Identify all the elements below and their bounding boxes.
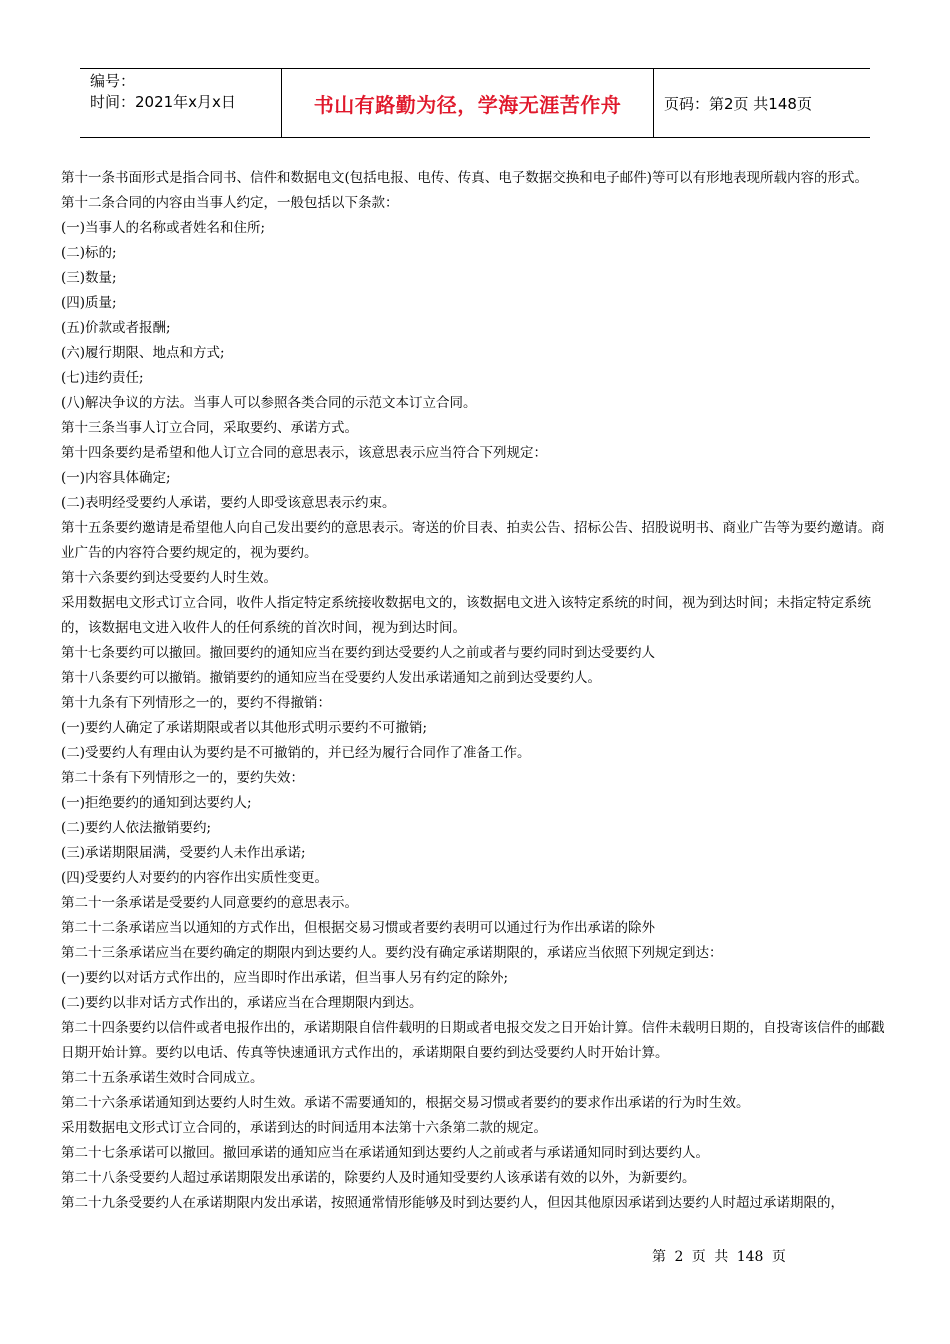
paragraph: (一)当事人的名称或者姓名和住所; <box>61 220 266 236</box>
page-footer: 第 2 页 共 148 页 <box>652 1249 786 1265</box>
paragraph: 第十七条要约可以撤回。撤回要约的通知应当在要约到达受要约人之前或者与要约同时到达受要约人 <box>61 645 655 661</box>
paragraph: 第二十二条承诺应当以通知的方式作出，但根据交易习惯或者要约表明可以通过行为作出承诺的除外 <box>61 920 655 936</box>
paragraph: 第十五条要约邀请是希望他人向自己发出要约的意思表示。寄送的价目表、拍卖公告、招标公告、招股说明书、商业广告等为要约邀请。商业广告的内容符合要约规定的，视为要约。 <box>61 520 885 561</box>
page-header <box>80 68 870 138</box>
paragraph: 第十四条要约是希望和他人订立合同的意思表示，该意思表示应当符合下列规定： <box>61 445 547 461</box>
paragraph: 采用数据电文形式订立合同的，承诺到达的时间适用本法第十六条第二款的规定。 <box>61 1120 547 1136</box>
header-left-cell <box>80 69 282 137</box>
paragraph: 第二十四条要约以信件或者电报作出的，承诺期限自信件载明的日期或者电报交发之日开始计算。信件未载明日期的，自投寄该信件的邮戳日期开始计算。要约以电话、传真等快速通讯方式作出的，承诺期限自要约到达受要约人时开始计算。 <box>61 1020 885 1061</box>
paragraph: 第十二条合同的内容由当事人约定，一般包括以下条款： <box>61 195 399 211</box>
paragraph: (六)履行期限、地点和方式; <box>61 345 225 361</box>
paragraph: (二)要约人依法撤销要约; <box>61 820 212 836</box>
paragraph: 第十六条要约到达受要约人时生效。 <box>61 570 277 586</box>
paragraph: 第二十六条承诺通知到达要约人时生效。承诺不需要通知的，根据交易习惯或者要约的要求作出承诺的行为时生效。 <box>61 1095 750 1111</box>
paragraph: (一)要约以对话方式作出的，应当即时作出承诺，但当事人另有约定的除外; <box>61 970 509 986</box>
paragraph: (一)拒绝要约的通知到达要约人; <box>61 795 252 811</box>
paragraph: 第十九条有下列情形之一的，要约不得撤销： <box>61 695 331 711</box>
paragraph: 第二十五条承诺生效时合同成立。 <box>61 1070 264 1086</box>
paragraph: (四)质量; <box>61 295 117 311</box>
paragraph: (一)内容具体确定; <box>61 470 171 486</box>
paragraph: (七)违约责任; <box>61 370 144 386</box>
paragraph: (八)解决争议的方法。当事人可以参照各类合同的示范文本订立合同。 <box>61 395 477 411</box>
paragraph: (三)数量; <box>61 270 117 286</box>
document-date-label: 时间：2021年x月x日 <box>90 93 236 111</box>
paragraph: 第二十三条承诺应当在要约确定的期限内到达要约人。要约没有确定承诺期限的，承诺应当依照下列规定到达： <box>61 945 723 961</box>
paragraph: (一)要约人确定了承诺期限或者以其他形式明示要约不可撤销; <box>61 720 428 736</box>
paragraph: 第二十条有下列情形之一的，要约失效： <box>61 770 304 786</box>
document-body <box>61 166 893 1216</box>
paragraph: (五)价款或者报酬; <box>61 320 171 336</box>
paragraph: (二)表明经受要约人承诺，要约人即受该意思表示约束。 <box>61 495 396 511</box>
paragraph: 采用数据电文形式订立合同，收件人指定特定系统接收数据电文的，该数据电文进入该特定系统的时间，视为到达时间；未指定特定系统的，该数据电文进入收件人的任何系统的首次时间，视为到达时间。 <box>61 595 871 636</box>
paragraph: 第十三条当事人订立合同，采取要约、承诺方式。 <box>61 420 358 436</box>
header-slogan: 书山有路勤为径，学海无涯苦作舟 <box>282 69 654 137</box>
paragraph: (二)标的; <box>61 245 117 261</box>
paragraph: 第二十八条受要约人超过承诺期限发出承诺的，除要约人及时通知受要约人该承诺有效的以外，为新要约。 <box>61 1170 696 1186</box>
paragraph: 第十一条书面形式是指合同书、信件和数据电文(包括电报、电传、传真、电子数据交换和电子邮件)等可以有形地表现所载内容的形式。 <box>61 170 869 186</box>
paragraph: (三)承诺期限届满，受要约人未作出承诺; <box>61 845 306 861</box>
document-number-label: 编号： <box>90 72 136 90</box>
paragraph: (四)受要约人对要约的内容作出实质性变更。 <box>61 870 329 886</box>
paragraph: 第十八条要约可以撤销。撤销要约的通知应当在受要约人发出承诺通知之前到达受要约人。 <box>61 670 601 686</box>
paragraph: 第二十九条受要约人在承诺期限内发出承诺，按照通常情形能够及时到达要约人，但因其他原因承诺到达要约人时超过承诺期限的， <box>61 1195 844 1211</box>
header-page-info: 页码：第2页 共148页 <box>664 94 812 113</box>
paragraph: (二)受要约人有理由认为要约是不可撤销的，并已经为履行合同作了准备工作。 <box>61 745 531 761</box>
paragraph: (二)要约以非对话方式作出的，承诺应当在合理期限内到达。 <box>61 995 423 1011</box>
paragraph: 第二十七条承诺可以撤回。撤回承诺的通知应当在承诺通知到达要约人之前或者与承诺通知同时到达要约人。 <box>61 1145 709 1161</box>
paragraph: 第二十一条承诺是受要约人同意要约的意思表示。 <box>61 895 358 911</box>
